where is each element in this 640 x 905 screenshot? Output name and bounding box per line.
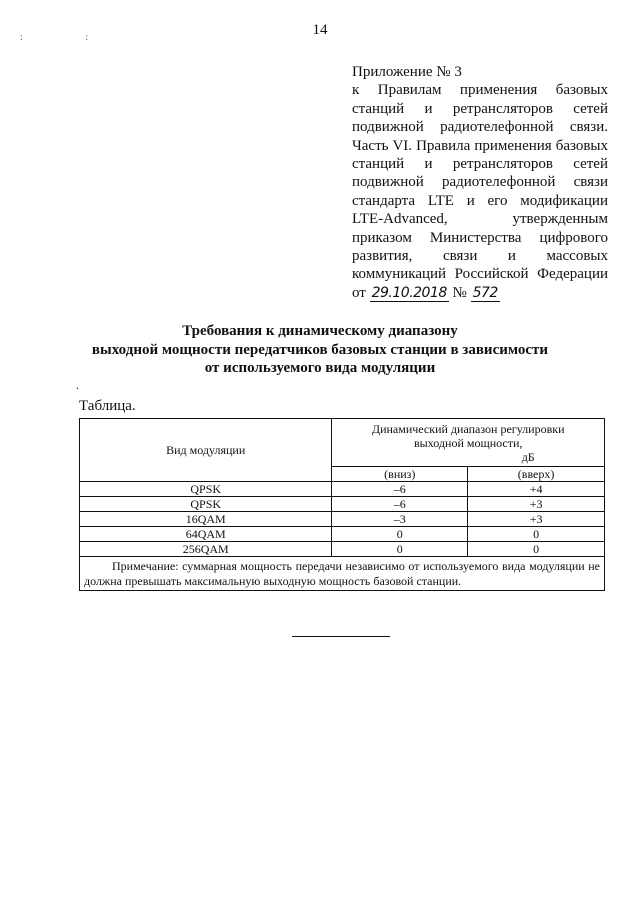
cell-up: +3 — [468, 512, 605, 527]
table-note: Примечание: суммарная мощность передачи независимо от используемого вида модуляции не должна превышать максимальную выходную мощность базовой станции. — [80, 557, 605, 591]
document-heading — [0, 322, 640, 378]
cell-modulation: QPSK — [80, 482, 332, 497]
cell-modulation: QPSK — [80, 497, 332, 512]
cell-up: 0 — [468, 527, 605, 542]
cell-down: –6 — [332, 497, 468, 512]
appendix-line: стандарта LTE и его модификации — [352, 192, 608, 209]
appendix-line: развития, связи и массовых — [352, 248, 608, 265]
heading-line: от используемого вида модуляции — [204, 360, 436, 376]
bottom-rule — [292, 636, 390, 637]
page-number: 14 — [312, 22, 328, 38]
margin-marks: : : — [20, 32, 119, 43]
modulation-table — [79, 418, 605, 591]
appendix-line: Приложение № 3 — [352, 64, 462, 80]
appendix-line: подвижной радиотелефонной связи — [352, 174, 608, 191]
header-range-unit: дБ — [521, 449, 535, 464]
appendix-line: LTE-Advanced, утвержденным — [352, 211, 608, 228]
header-range — [332, 419, 605, 467]
cell-modulation: 64QAM — [80, 527, 332, 542]
heading-line: выходной мощности передатчиков базовых станции в зависимости — [91, 341, 549, 358]
cell-down: 0 — [332, 542, 468, 557]
appendix-line: Часть VI. Правила применения базовых — [352, 137, 608, 154]
cell-up: +3 — [468, 497, 605, 512]
appendix-line: подвижной радиотелефонной связи. — [352, 119, 608, 136]
heading-line: Требования к динамическому диапазону — [182, 323, 458, 339]
cell-modulation: 256QAM — [80, 542, 332, 557]
appendix-line: к Правилам применения базовых — [352, 82, 608, 99]
appendix-block — [352, 63, 608, 302]
header-range-line: выходной мощности, — [413, 435, 523, 450]
header-range-line: Динамический диапазон регулировки — [371, 421, 565, 436]
header-up: (вверх) — [468, 467, 605, 482]
table-row — [80, 542, 605, 557]
table-row — [80, 527, 605, 542]
date-prefix: от — [352, 284, 366, 301]
appendix-line: станций и ретрансляторов сетей — [352, 100, 608, 117]
cell-up: +4 — [468, 482, 605, 497]
header-down: (вниз) — [332, 467, 468, 482]
appendix-line: коммуникаций Российской Федерации — [352, 266, 608, 283]
table-caption: Таблица. — [79, 398, 136, 414]
cell-down: 0 — [332, 527, 468, 542]
cell-down: –6 — [332, 482, 468, 497]
order-date-line — [352, 284, 608, 302]
cell-up: 0 — [468, 542, 605, 557]
handwritten-date: 29.10.2018 — [371, 284, 447, 301]
stray-mark: . — [76, 378, 79, 392]
cell-down: –3 — [332, 512, 468, 527]
appendix-line: станций и ретрансляторов сетей — [352, 156, 608, 173]
table-row — [80, 482, 605, 497]
table-row — [80, 512, 605, 527]
cell-modulation: 16QAM — [80, 512, 332, 527]
appendix-line: приказом Министерства цифрового — [352, 229, 608, 246]
number-prefix: № — [452, 284, 467, 301]
header-modulation: Вид модуляции — [80, 419, 332, 482]
handwritten-number: 572 — [472, 284, 498, 301]
table-row — [80, 497, 605, 512]
